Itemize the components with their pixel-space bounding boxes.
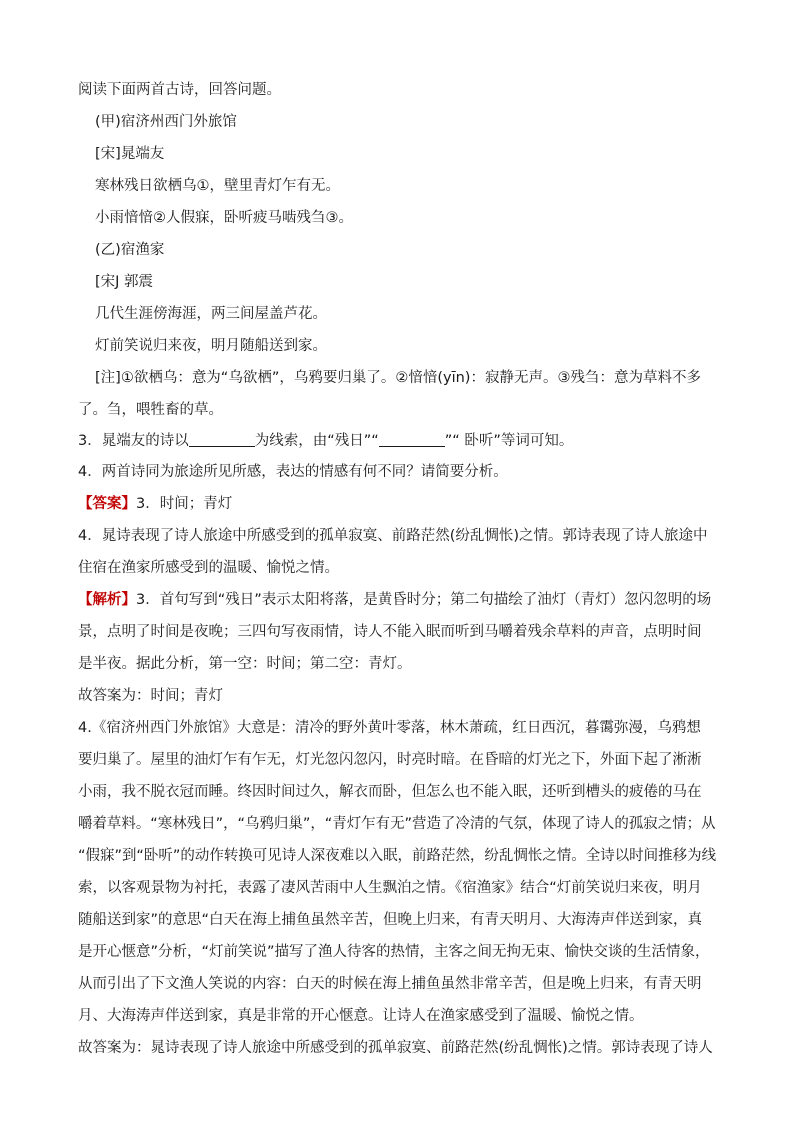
poem2-author: [宋J 郭震 (95, 274, 154, 290)
analysis-4-line4: 嚼着草料。“寒林残日”，“乌鸦归巢”，“青灯乍有无”营造了冷清的气氛，体现了诗人的孤寂之情；从 (78, 816, 716, 832)
question-4: 4．两首诗同为旅途所见所感，表达的情感有何不同？请简要分析。 (78, 464, 508, 480)
analysis-4-line9: 从而引出了下文渔人笑说的内容：白天的时候在海上捕鱼虽然非常辛苦，但是晚上归来，有青天明 (78, 976, 702, 992)
poem1-line1: 寒林残日欲栖乌①，壁里青灯乍有无。 (95, 178, 340, 194)
analysis-3-line3: 是半夜。据此分析，第一空：时间；第二空：青灯。 (78, 656, 412, 672)
analysis-4-line6: 索，以客观景物为衬托，表露了凄风苦雨中人生飘泊之情。《宿渔家》结合“灯前笑说归来夜，明月 (78, 880, 702, 896)
poem1-title: (甲)宿济州西门外旅馆 (95, 114, 237, 130)
poem1-line2: 小雨愔愔②人假寐，卧听疲马啮残刍③。 (95, 210, 353, 226)
analysis-line (78, 590, 711, 610)
analysis-tag: 【解析】 (78, 592, 136, 608)
answer-4-line2: 住宿在渔家所感受到的温暖、愉悦之情。 (78, 560, 339, 576)
analysis-3-conclusion: 故答案为：时间；青灯 (78, 688, 223, 704)
question-3-part3: ”“ 卧听”等词可知。 (444, 433, 574, 449)
analysis-4-line2: 要归巢了。屋里的油灯乍有乍无，灯光忽闪忽闪，时亮时暗。在昏暗的灯光之下，外面下起了淅淅 (78, 752, 702, 768)
poem2-line2: 灯前笑说归来夜，明月随船送到家。 (95, 338, 327, 354)
analysis-4-line7: 随船送到家”的意思“白天在海上捕鱼虽然辛苦，但晚上归来，有青天明月、大海涛声伴送到家，真 (78, 912, 703, 928)
answer-blank-2 (379, 432, 445, 447)
question-3 (78, 431, 573, 451)
answer-3: 3．时间；青灯 (136, 496, 233, 512)
analysis-4-line3: 小雨，我不脱衣冠而睡。终因时间过久，解衣而卧，但怎么也不能入眠，还听到槽头的疲倦的马在 (78, 784, 702, 800)
answer-tag: 【答案】 (78, 496, 136, 512)
analysis-4-line1: 4.《宿济州西门外旅馆》大意是：清冷的野外黄叶零落，林木萧疏，红日西沉，暮霭弥漫，乌鸦想 (78, 720, 701, 736)
question-3-part2: 为线索，由“残日”“ (254, 433, 379, 449)
analysis-4-line8: 是开心惬意”分析，“灯前笑说”描写了渔人待客的热情，主客之间无拘无束、愉快交谈的生活情象， (78, 944, 710, 960)
analysis-4-line5: “假寐”到“卧听”的动作转换可见诗人深夜难以入眠，前路茫然，纷乱惆怅之情。全诗以时间推移为线 (78, 848, 717, 864)
poem2-line1: 几代生涯傍海涯，两三间屋盖芦花。 (95, 306, 327, 322)
question-3-part1: 3．晁端友的诗以 (78, 433, 189, 449)
analysis-3-line1: 3．首句写到“残日”表示太阳将落，是黄昏时分；第二句描绘了油灯（青灯）忽闪忽明的场 (136, 592, 712, 608)
analysis-3-line2: 景，点明了时间是夜晚；三四句写夜雨情，诗人不能入眠而听到马嚼着残余草料的声音，点明时间 (78, 624, 702, 640)
analysis-4-line10: 月、大海涛声伴送到家，真是非常的开心惬意。让诗人在渔家感受到了温暖、愉悦之情。 (78, 1008, 644, 1024)
answer-4-line1: 4．晁诗表现了诗人旅途中所感受到的孤单寂寞、前路茫然(纷乱惆怅)之情。郭诗表现了诗人旅途中 (78, 528, 708, 544)
notes-line1: [注]①欲栖乌：意为“乌欲栖”，乌鸦要归巢了。②愔愔(yīn)：寂静无声。③残刍：意为草料不多 (95, 370, 701, 386)
poem1-author: [宋]晁端友 (95, 146, 165, 162)
notes-line2: 了。刍，喂牲畜的草。 (78, 402, 223, 418)
analysis-4-conclusion: 故答案为：晁诗表现了诗人旅途中所感受到的孤单寂寞、前路茫然(纷乱惆怅)之情。郭诗表现了诗人 (78, 1040, 713, 1056)
answer-blank-1 (189, 432, 255, 447)
answer-line (78, 494, 232, 514)
poem2-title: (乙)宿渔家 (95, 242, 165, 258)
intro-text: 阅读下面两首古诗，回答问题。 (78, 82, 281, 98)
